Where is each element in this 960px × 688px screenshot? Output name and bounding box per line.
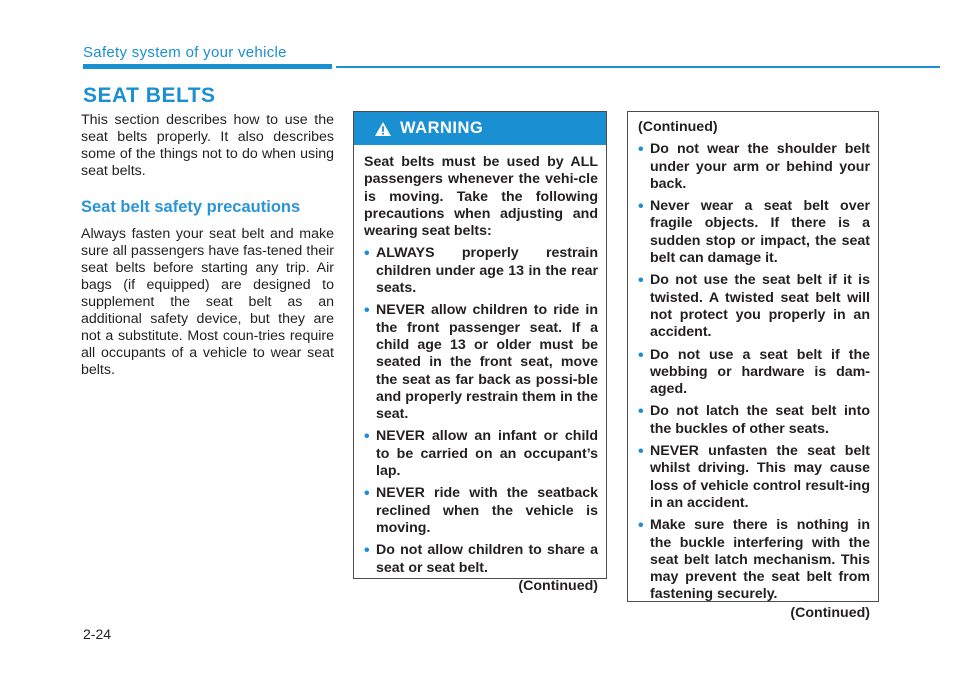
continued-footer: (Continued) (790, 604, 870, 621)
warning-box (353, 111, 607, 594)
list-item: • Do not latch the seat belt into the buckles of other seats. (638, 403, 870, 438)
list-item: • Do not use a seat belt if the webbing or hardware is dam-aged. (638, 347, 870, 399)
warning-triangle-icon (374, 121, 392, 137)
warning-list (364, 245, 598, 576)
list-item: • Make sure there is nothing in the buckle interfering with the seat belt latch mechanism. This may prevent the seat belt from fastening securely. (638, 517, 870, 603)
page-number: 2-24 (83, 626, 112, 642)
warning-label: WARNING (400, 119, 484, 137)
warning-content (354, 145, 606, 595)
list-item: • ALWAYS properly restrain children under age 13 in the rear seats. (364, 245, 598, 297)
list-item: • NEVER allow children to ride in the front passenger seat. If a child age 13 or older must be seated in the front seat, move the seat as far back as possi-ble and properly restrain them in the seat. (364, 302, 598, 423)
warning-intro: Seat belts must be used by ALL passengers whenever the vehi-cle is moving. Take the following precautions when adjusting and wearing seat belts: (364, 154, 598, 240)
continued-box (627, 111, 879, 621)
list-item: • Do not allow children to share a seat or seat belt. (364, 542, 598, 577)
continued-heading: (Continued) (638, 119, 718, 135)
section-title: SEAT BELTS (83, 84, 216, 107)
warning-header (354, 112, 606, 145)
continued-list (638, 141, 870, 603)
list-item: • NEVER allow an infant or child to be carried on an occupant’s lap. (364, 428, 598, 480)
list-item: • NEVER ride with the seatback reclined when the vehicle is moving. (364, 485, 598, 537)
header-title: Safety system of your vehicle (83, 44, 287, 61)
intro-paragraph: This section describes how to use the seat belts properly. It also describes some of the things not to do when using seat belts. (81, 112, 334, 179)
subsection-body: Always fasten your seat belt and make sure all passengers have fas-tened their seat belts before starting any trip. Air bags (if equipped) are designed to supplement the seat belt as an additional safety device, but they are not a substitute. Most coun-tries require all occupants of a vehicle to wear seat belts. (81, 226, 334, 378)
continued-content (628, 112, 878, 622)
header-rule-thin (336, 66, 940, 68)
list-item: • Never wear a seat belt over fragile objects. If there is a sudden stop or impact, the seat belt can damage it. (638, 198, 870, 267)
list-item: • Do not use the seat belt if it is twisted. A twisted seat belt will not protect you properly in an accident. (638, 272, 870, 341)
warning-continued: (Continued) (518, 577, 598, 594)
subsection-title: Seat belt safety precautions (81, 198, 301, 216)
list-item: • Do not wear the shoulder belt under your arm or behind your back. (638, 141, 870, 193)
list-item: • NEVER unfasten the seat belt whilst driving. This may cause loss of vehicle control result-ing in an accident. (638, 443, 870, 512)
header-rule-thick (83, 64, 332, 69)
